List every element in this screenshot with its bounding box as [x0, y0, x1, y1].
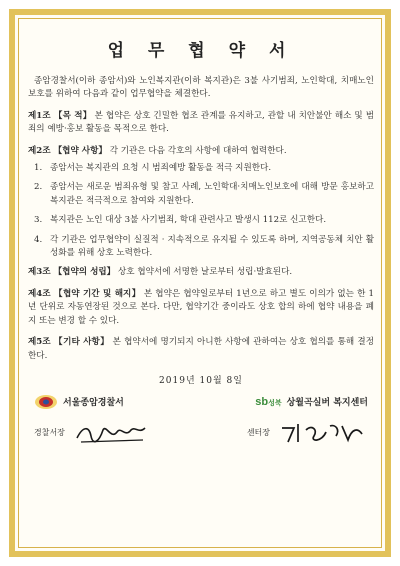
center-director-signature-icon — [278, 420, 368, 446]
police-chief-signature-icon — [73, 420, 153, 446]
center-director-label: 센터장 — [246, 428, 270, 438]
police-emblem-icon — [34, 394, 58, 410]
organization-row — [34, 394, 368, 410]
article-3 — [28, 266, 374, 279]
police-organization — [34, 394, 124, 410]
article-3-heading: 제3조 【협약의 성립】 — [28, 267, 116, 278]
police-organization-name: 서울종암경찰서 — [63, 398, 124, 409]
article-4-heading: 제4조 【협약 기간 및 해지】 — [28, 288, 141, 299]
article-2 — [28, 145, 374, 158]
article-2-text: 각 기관은 다음 각호의 사항에 대하여 협력한다. — [106, 145, 287, 156]
document-title: 업 무 협 약 서 — [107, 41, 295, 61]
signing-date: 2019년 10월 8일 — [159, 375, 243, 386]
agreement-item-list — [28, 162, 374, 260]
police-chief-label: 경찰서장 — [34, 428, 65, 438]
article-4 — [28, 288, 374, 328]
agreement-item: 2. 종암서는 새로운 범죄유형 및 참고 사례, 노인학대·치매노인보호에 대해 방문 홍보하고 복지관은 적극적으로 참여와 지원한다. — [34, 182, 374, 206]
police-signature-block — [34, 420, 153, 446]
article-5-heading: 제5조 【기타 사항】 — [28, 337, 110, 348]
article-1-text: 본 협약은 상호 긴밀한 협조 관계를 유지하고, 관할 내 치안불안 해소 및 범죄의 예방·홍보 활동을 목적으로 한다. — [28, 110, 374, 135]
article-3-text: 상호 협약서에 서명한 날로부터 성립·발효된다. — [115, 267, 293, 278]
article-1-heading: 제1조 【목 적】 — [28, 110, 92, 121]
center-signature-block — [247, 420, 368, 446]
intro-paragraph: 종암경찰서(이하 종암서)와 노인복지관(이하 복지관)은 3불 사기범죄, 노인학대, 치매노인보호를 위하여 다음과 같이 업무협약을 체결한다. — [28, 76, 374, 100]
article-5 — [28, 336, 374, 363]
article-5-text: 본 협약서에 명기되지 아니한 사항에 관하여는 상호 협의를 통해 결정한다. — [28, 337, 374, 361]
agreement-item: 1. 종암서는 복지관의 요청 시 범죄예방 활동을 적극 지원한다. — [34, 163, 272, 174]
article-1 — [28, 110, 374, 137]
welfare-logo-icon: sb성북 — [255, 395, 282, 408]
welfare-organization — [255, 395, 368, 408]
article-2-heading: 제2조 【협약 사항】 — [28, 145, 107, 156]
agreement-item: 3. 복지관은 노인 대상 3불 사기범죄, 학대 관련사고 발생시 112로 신고한다. — [34, 215, 327, 226]
agreement-item: 4. 각 기관은 업무협약이 실질적 · 지속적으로 유지될 수 있도록 하며, 지역공동체 치안 활성화를 위해 상호 노력한다. — [34, 234, 374, 259]
document-body — [28, 28, 374, 446]
article-4-text: 본 협약은 협약일로부터 1년으로 하고 별도 이의가 없는 한 1년 단위로 자동연장된 것으로 본다. 다만, 협약기간 중이라도 상호 합의 하에 협약 내용을 폐지 또는 변경 할 수 있다. — [28, 288, 374, 326]
welfare-organization-name: 상월곡실버 복지센터 — [286, 398, 368, 409]
signature-row — [34, 420, 368, 446]
